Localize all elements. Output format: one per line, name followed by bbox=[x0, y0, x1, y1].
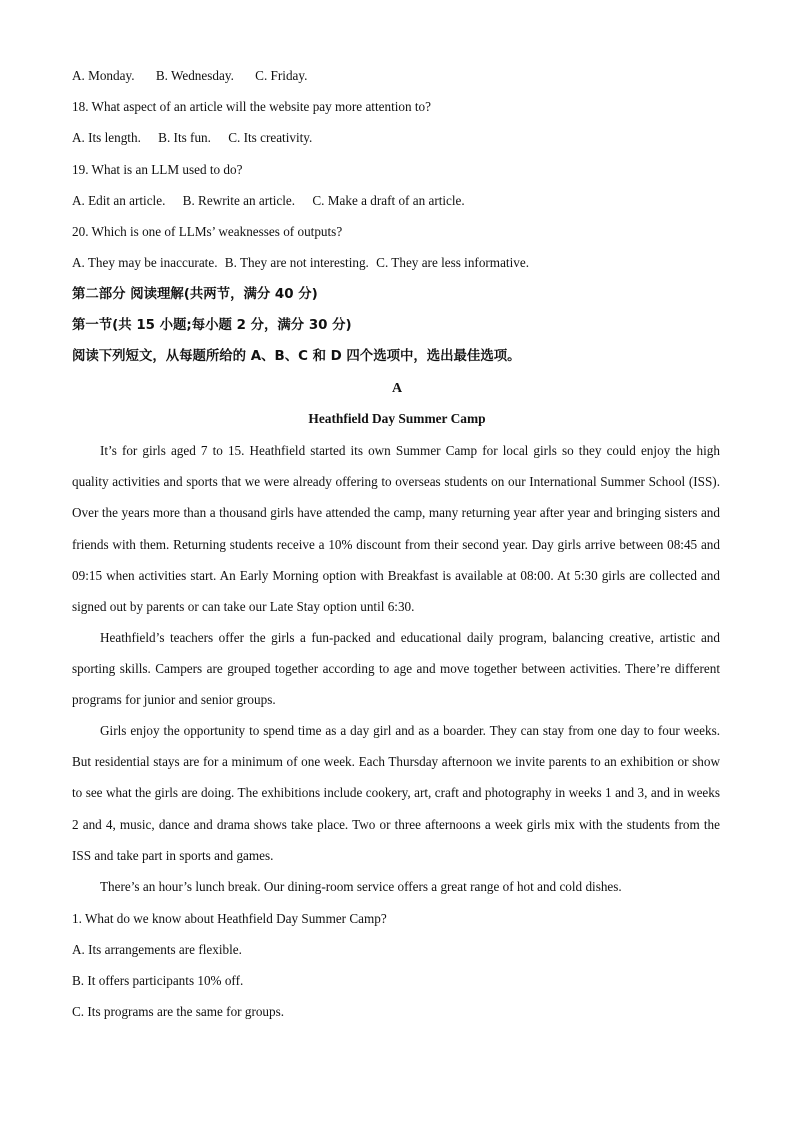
q20-option-a: A. They may be inaccurate. bbox=[72, 255, 218, 270]
passage-paragraph-4 bbox=[72, 871, 720, 902]
q18-question: 18. What aspect of an article will the website pay more attention to? bbox=[72, 99, 431, 114]
paragraph-2-text: Heathfield’s teachers offer the girls a fun-packed and educational daily program, balancing creative, artistic and sporting skills. Campers are grouped together according to age and move together between activities. There’re different programs for junior and senior groups. bbox=[72, 630, 720, 708]
q1-option-c: C. Its programs are the same for groups. bbox=[72, 1004, 285, 1019]
passage-paragraph-2 bbox=[72, 622, 720, 716]
passage-letter: A bbox=[391, 381, 403, 396]
q17-options bbox=[72, 68, 722, 84]
q20-option-c: C. They are less informative. bbox=[376, 255, 529, 270]
q19-options bbox=[72, 193, 722, 209]
paragraph-4-text: There’s an hour’s lunch break. Our dining-room service offers a great range of hot and cold dishes. bbox=[100, 879, 622, 894]
q19-option-a: A. Edit an article. bbox=[72, 193, 166, 208]
section-instruction: 阅读下列短文，从每题所给的 A、B、C 和 D 四个选项中，选出最佳选项。 bbox=[72, 349, 521, 364]
q18-options bbox=[72, 130, 722, 146]
q19-question: 19. What is an LLM used to do? bbox=[72, 162, 243, 177]
q17-option-c: C. Friday. bbox=[255, 68, 308, 83]
q17-option-a: A. Monday. bbox=[72, 68, 135, 83]
section-part-title: 第二部分 阅读理解(共两节，满分 40 分) bbox=[72, 287, 318, 302]
q19-option-c: C. Make a draft of an article. bbox=[312, 193, 465, 208]
q17-option-b: B. Wednesday. bbox=[155, 68, 234, 83]
q20-options bbox=[72, 255, 722, 271]
passage-paragraph-3 bbox=[72, 715, 720, 871]
q1-option-a: A. Its arrangements are flexible. bbox=[72, 942, 242, 957]
q18-option-c: C. Its creativity. bbox=[228, 130, 313, 145]
q20-question: 20. Which is one of LLMs’ weaknesses of outputs? bbox=[72, 224, 343, 239]
paragraph-3-text: Girls enjoy the opportunity to spend time as a day girl and as a boarder. They can stay from one day to four weeks. But residential stays are for a minimum of one week. Each Thursday afternoon we invite parents to an exhibition or show to see what the girls are doing. The exhibitions include cookery, art, craft and photography in weeks 1 and 3, and in weeks 2 and 4, music, dance and drama shows take place. Two or three afternoons a week girls mix with the students from the ISS and take part in sports and games. bbox=[72, 723, 720, 863]
q20-option-b: B. They are not interesting. bbox=[224, 255, 369, 270]
section-sub-title: 第一节(共 15 小题;每小题 2 分，满分 30 分) bbox=[72, 318, 352, 333]
passage-title: Heathfield Day Summer Camp bbox=[308, 411, 486, 426]
q18-option-b: B. Its fun. bbox=[158, 130, 211, 145]
q18-option-a: A. Its length. bbox=[72, 130, 141, 145]
paragraph-1-text: It’s for girls aged 7 to 15. Heathfield started its own Summer Camp for local girls so they could enjoy the high quality activities and sports that we were already offering to overseas students on our International Summer School (ISS). Over the years more than a thousand girls have attended the camp, many returning year after year and bringing sisters and friends with them. Returning students receive a 10% discount from their second year. Day girls arrive between 08:45 and 09:15 when activities start. An Early Morning option with Breakfast is available at 08:00. At 5:30 girls are collected and signed out by parents or can take our Late Stay option until 6:30. bbox=[72, 443, 720, 615]
q1-option-b: B. It offers participants 10% off. bbox=[72, 973, 244, 988]
q19-option-b: B. Rewrite an article. bbox=[182, 193, 296, 208]
passage-paragraph-1 bbox=[72, 435, 720, 622]
q1-question: 1. What do we know about Heathfield Day Summer Camp? bbox=[72, 911, 387, 926]
